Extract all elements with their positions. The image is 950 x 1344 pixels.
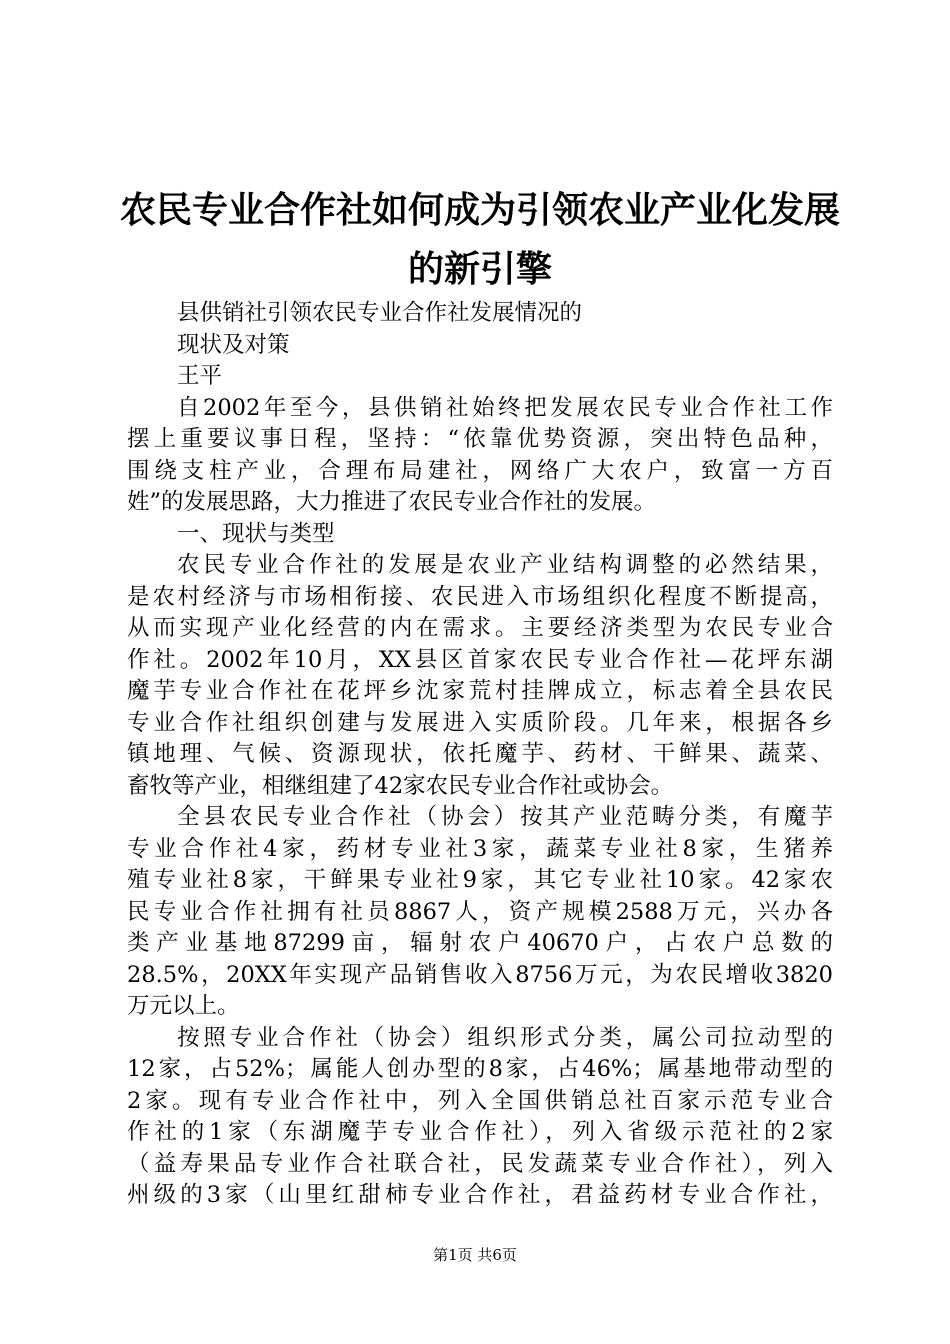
paragraph-line: 类产业基地87299亩，辐射农户40670户，占农户总数的	[127, 930, 833, 956]
paragraph-line: 镇地理、气候、资源现状，依托魔芋、药材、干鲜果、蔬菜、	[127, 741, 833, 767]
paragraph-line: 按照专业合作社（协会）组织形式分类，属公司拉动型的	[177, 1024, 833, 1051]
paragraph-line: （益寿果品专业作合社联合社，民发蔬菜专业合作社），列入	[127, 1150, 833, 1177]
paragraph-line: 自2002年至今，县供销社始终把发展农民专业合作社工作	[177, 394, 833, 421]
paragraph-line: 摆上重要议事日程，坚持：“依靠优势资源，突出特色品种，	[127, 426, 833, 452]
paragraph-line: 农民专业合作社的发展是农业产业结构调整的必然结果，	[177, 552, 833, 578]
paragraph-line: 28.5%，20XX年实现产品销售收入8756万元，为农民增收3820	[127, 961, 833, 988]
paragraph-line: 专业合作社组织创建与发展进入实质阶段。几年来，根据各乡	[127, 709, 833, 736]
paragraph-line: 殖专业社8家，干鲜果专业社9家，其它专业社10家。42家农	[127, 867, 833, 893]
paragraph-line: 12家，占52%；属能人创办型的8家，占46%；属基地带动型的	[127, 1056, 833, 1082]
paragraph-line: 作社的1家（东湖魔芋专业合作社），列入省级示范社的2家	[127, 1119, 833, 1145]
page-footer-indicator: 第1页 共6页	[433, 1246, 517, 1264]
paragraph-line: 专业合作社4家，药材专业社3家，蔬菜专业社8家，生猪养	[127, 835, 833, 862]
paragraph-line: 作社。2002年10月，XX县区首家农民专业合作社—花坪东湖	[127, 646, 833, 673]
subtitle-line-1: 县供销社引领农民专业合作社发展情况的	[177, 300, 583, 326]
paragraph-line: 全县农民专业合作社（协会）按其产业范畴分类，有魔芋	[177, 804, 833, 830]
paragraph-line: 姓”的发展思路，大力推进了农民专业合作社的发展。	[127, 489, 657, 515]
paragraph-line: 民专业合作社拥有社员8867人，资产规模2588万元，兴办各	[127, 898, 833, 925]
section-heading: 一、现状与类型	[177, 520, 335, 547]
paragraph-line: 万元以上。	[127, 993, 240, 1019]
document-title-line-2: 的新引擎	[407, 248, 552, 290]
document-title-line-1: 农民专业合作社如何成为引领农业产业化发展	[120, 189, 841, 231]
paragraph-line: 从而实现产业化经营的内在需求。主要经济类型为农民专业合	[127, 615, 833, 641]
document-body	[127, 298, 833, 1212]
paragraph-line: 畜牧等产业，相继组建了42家农民专业合作社或协会。	[127, 772, 674, 799]
author-line: 王平	[177, 363, 223, 389]
paragraph-line: 围绕支柱产业，合理布局建社，网络广大农户，致富一方百	[127, 457, 833, 484]
paragraph-line: 州级的3家（山里红甜柿专业合作社，君益药材专业合作社，	[127, 1182, 833, 1208]
subtitle-line-2: 现状及对策	[177, 331, 290, 358]
paragraph-line: 2家。现有专业合作社中，列入全国供销总社百家示范专业合	[127, 1087, 833, 1114]
paragraph-line: 魔芋专业合作社在花坪乡沈家荒村挂牌成立，标志着全县农民	[127, 678, 833, 704]
paragraph-line: 是农村经济与市场相衔接、农民进入市场组织化程度不断提高，	[127, 583, 833, 610]
